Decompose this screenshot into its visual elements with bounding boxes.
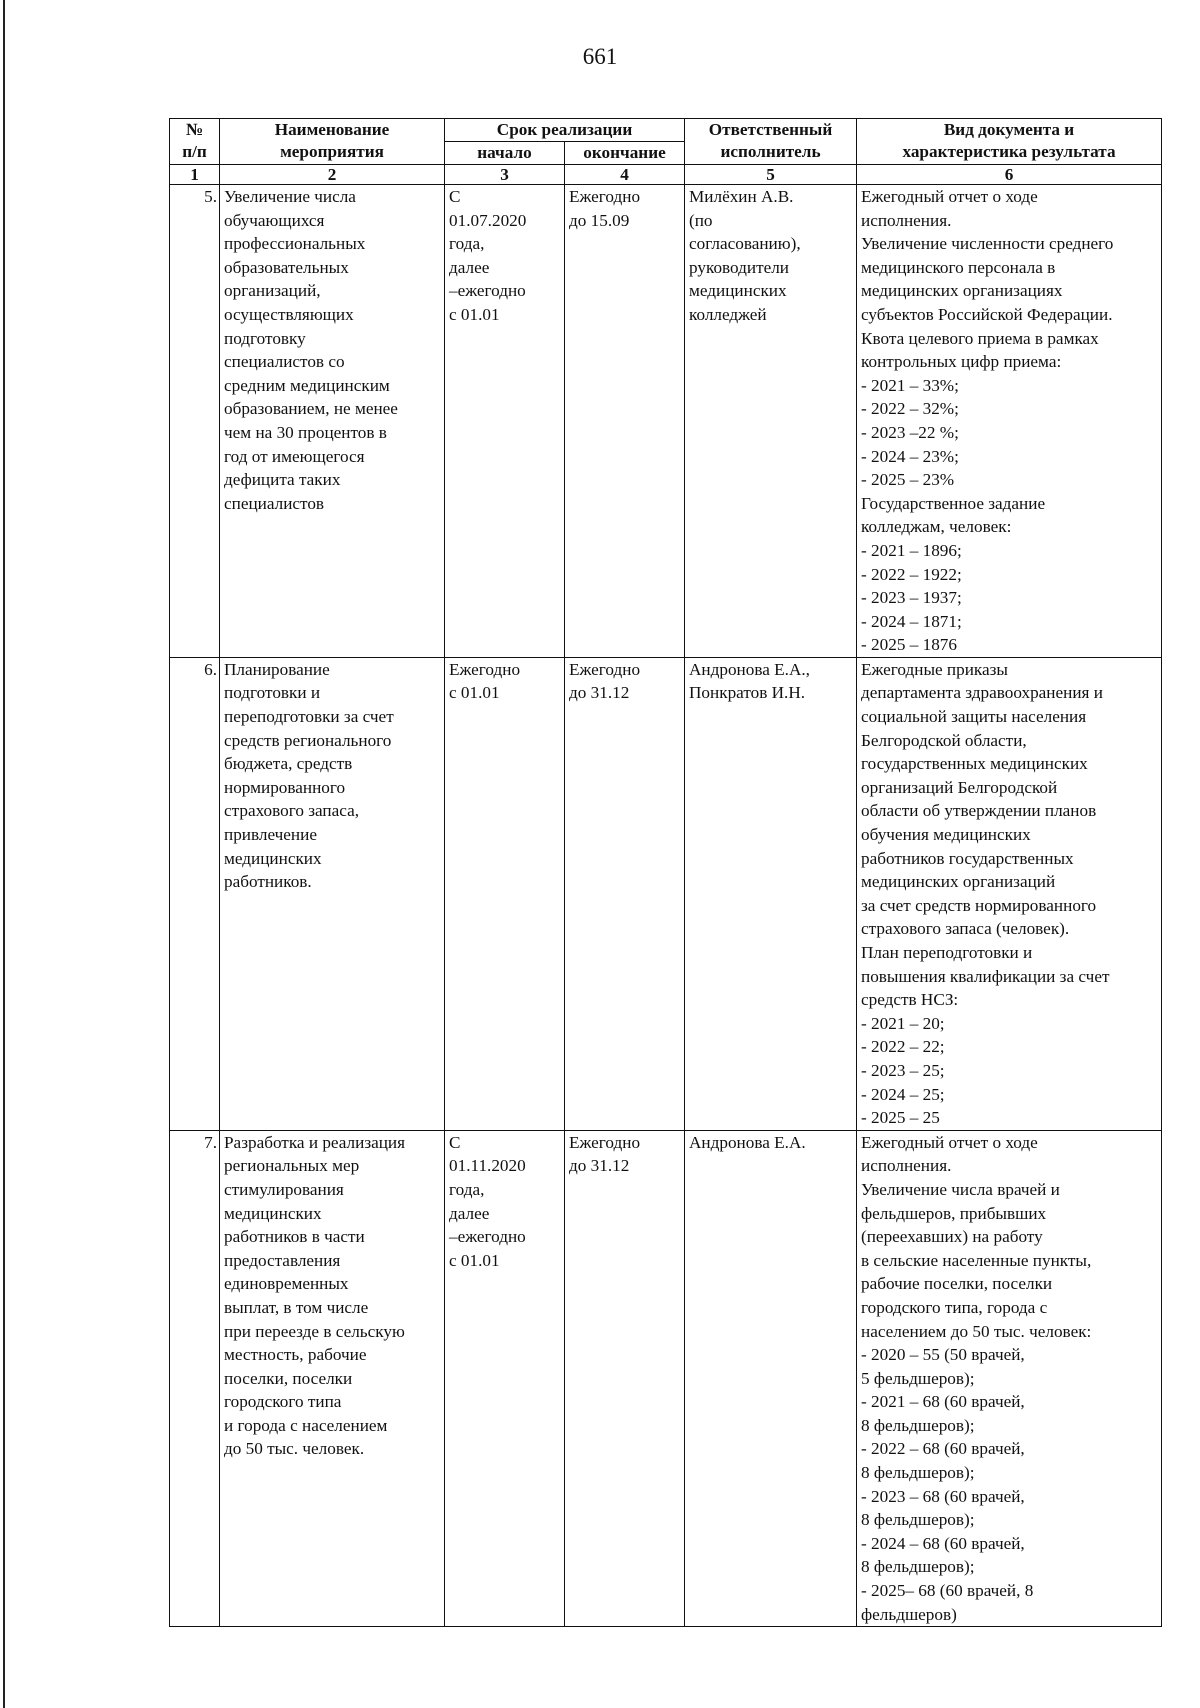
header-responsible: Ответственный исполнитель	[685, 119, 857, 165]
start-date: С 01.11.2020 года, далее –ежегодно с 01.01	[445, 1130, 565, 1626]
start-date: С 01.07.2020 года, далее –ежегодно с 01.01	[445, 185, 565, 658]
header-end: окончание	[565, 142, 685, 165]
column-number-5: 5	[685, 165, 857, 185]
end-date: Ежегодно до 15.09	[565, 185, 685, 658]
column-number-6: 6	[857, 165, 1162, 185]
end-date: Ежегодно до 31.12	[565, 657, 685, 1130]
header-name: Наименование мероприятия	[220, 119, 445, 165]
column-number-4: 4	[565, 165, 685, 185]
result-description: Ежегодные приказы департамента здравоохранения и социальной защиты населения Белгородской области, государственных медицинских организаций Белгородской области об утверждении планов обучения медицинских работников государственных медицинских организаций за счет средств нормированного страхового запаса (человек). План переподготовки и повышения квалификации за счет средств НСЗ: - 2021 – 20; - 2022 – 22; - 2023 – 25; - 2024 – 25; - 2025 – 25	[857, 657, 1162, 1130]
table-row	[170, 1130, 1162, 1626]
activity-name: Разработка и реализация региональных мер стимулирования медицинских работников в части предоставления единовременных выплат, в том числе при переезде в сельскую местность, рабочие поселки, поселки городского типа и города с населением до 50 тыс. человек.	[220, 1130, 445, 1626]
result-description: Ежегодный отчет о ходе исполнения. Увеличение численности среднего медицинского персонала в медицинских организациях субъектов Российской Федерации. Квота целевого приема в рамках контрольных цифр приема: - 2021 – 33%; - 2022 – 32%; - 2023 –22 %; - 2024 – 23%; - 2025 – 23% Государственное задание колледжам, человек: - 2021 – 1896; - 2022 – 1922; - 2023 – 1937; - 2024 – 1871; - 2025 – 1876	[857, 185, 1162, 658]
table-row	[170, 657, 1162, 1130]
responsible: Андронова Е.А.	[685, 1130, 857, 1626]
scan-edge-line	[3, 0, 5, 1708]
row-number: 7.	[170, 1130, 220, 1626]
column-number-3: 3	[445, 165, 565, 185]
row-number: 6.	[170, 657, 220, 1130]
header-period: Срок реализации	[445, 119, 685, 142]
table-row	[170, 185, 1162, 658]
result-description: Ежегодный отчет о ходе исполнения. Увеличение числа врачей и фельдшеров, прибывших (переехавших) на работу в сельские населенные пункты, рабочие поселки, поселки городского типа, города с населением до 50 тыс. человек: - 2020 – 55 (50 врачей, 5 фельдшеров); - 2021 – 68 (60 врачей, 8 фельдшеров); - 2022 – 68 (60 врачей, 8 фельдшеров); - 2023 – 68 (60 врачей, 8 фельдшеров); - 2024 – 68 (60 врачей, 8 фельдшеров); - 2025– 68 (60 врачей, 8 фельдшеров)	[857, 1130, 1162, 1626]
responsible: Милёхин А.В. (по согласованию), руководители медицинских колледжей	[685, 185, 857, 658]
column-number-1: 1	[170, 165, 220, 185]
activities-table	[169, 118, 1162, 1627]
activity-name: Планирование подготовки и переподготовки за счет средств регионального бюджета, средств нормированного страхового запаса, привлечение медицинских работников.	[220, 657, 445, 1130]
header-row	[170, 119, 1162, 142]
column-number-row	[170, 165, 1162, 185]
activity-name: Увеличение числа обучающихся профессиональных образовательных организаций, осуществляющих подготовку специалистов со средним медицинским образованием, не менее чем на 30 процентов в год от имеющегося дефицита таких специалистов	[220, 185, 445, 658]
header-document: Вид документа и характеристика результата	[857, 119, 1162, 165]
column-number-2: 2	[220, 165, 445, 185]
page-number: 661	[582, 44, 618, 69]
start-date: Ежегодно с 01.01	[445, 657, 565, 1130]
end-date: Ежегодно до 31.12	[565, 1130, 685, 1626]
header-start: начало	[445, 142, 565, 165]
header-no: № п/п	[170, 119, 220, 165]
responsible: Андронова Е.А., Понкратов И.Н.	[685, 657, 857, 1130]
row-number: 5.	[170, 185, 220, 658]
